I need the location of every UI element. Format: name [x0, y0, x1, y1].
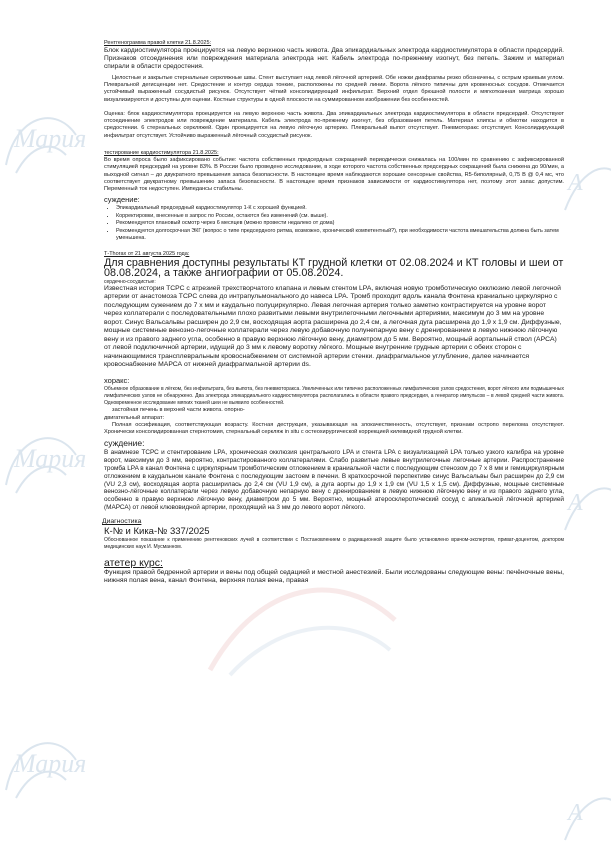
paragraph: Объемное образование в лёгком, без инфильтрата, без выпота, без пневмоторакса. Увеличенных или типично расположенных лимфатических узлов средостения, ворот лёгкого или подмышечных лимфатических узлов не обнаружено. Два электрода эпикардиального кардиостимулятора располагались в области правого предсердия, а генератор импульсов – в левой средней части живота. Одновременное исследование мягких тканей шеи не выявило особенностей. [104, 385, 564, 407]
list-item: • Корректировки, внесенные в запрос по России, остаются без изменений (см. выше). [116, 213, 564, 220]
section-header: Рентгенограмма правой клетки 21.8.2025: [104, 40, 212, 46]
svg-text:А: А [568, 490, 583, 516]
watermark-logo [0, 95, 86, 185]
section-label: суждение: [104, 195, 140, 205]
paragraph: Функция правой бедренной артерии и вены под общей седацией и местной анестезией. Были исследованы следующие вены: печёночные вены, нижняя полая вена, канал Фонтена, верхняя полая вена, правая [104, 568, 564, 585]
document-body [104, 40, 564, 586]
list-item: • Рекомендуется долгосрочная ЭКГ (вопрос о типе предсердного ритма, возможно, хронический компетентный?), при необходимости частота вмешательства должна быть затем уменьшена. [116, 228, 564, 243]
list-item: • Рекомендуется плановый осмотр через 6 месяцев (можно провести недалеко от дома) [116, 220, 564, 227]
paragraph: Во время опроса было зафиксировано событие: частота собственных предсердных сокращений периодически снижалась на 100/мин по сравнению с зафиксированной стимуляцией предсердий на уровне 83%. В России было проведено исследование, в ходе которого частота собственных предсердных сокращений была снижена до 90/мин, а выходной сигнал – до двукратного превышения запаса безопасности. В настоящее время наблюдаются хорошие сенсорные свойства, R5-биполярный, 0,75 В @ 0,4 мс, что соответствует двукратному превышению запаса безопасности. В настоящее время признаков зависимости от кардиостимулятора нет, поэтому этот запас допустим. Переменный ток недоступен. Импедансы стабильны. [104, 156, 564, 193]
watermark-logo [560, 460, 611, 540]
paragraph: Обоснованное показание к применению рентгеновских лучей в соответствии с Постановлением о радиационной защите было установлено врачом-экспертом, приват-доцентом, доктором медицинских наук И. Мусманном. [104, 536, 564, 550]
watermark-text: Мария [14, 749, 86, 778]
paragraph: застойная печень в верхней части живота. опорно- [112, 407, 245, 414]
subsection-label: двигательный аппарат: [104, 414, 165, 421]
case-number: К-№ и Кика-№ 337/2025 [104, 525, 210, 537]
watermark-logo [0, 720, 86, 810]
section-header: тестирование кардиостимулятора 21.8.2025: [104, 149, 219, 156]
subsection-label: сердечно-сосудистые: [104, 278, 156, 285]
list-item: • Эпикардиальный предсердный кардиостимулятор 1-К с хорошей функцией. [116, 205, 564, 212]
section-header: Диагностика [102, 517, 142, 525]
paragraph: Известная история ТСРС с атрезией трехстворчатого клапана и левым стентом LPA, включая новую тромботическую окклюзию левой легочной артерии от анастомоза ТСРС слева до интрапульмонального до навеса LPA. Тромб проходит вдоль канала Фонтена краниально циркулярно с последующим сужением до 7 х мм и каудально полуциркулярно. Левая легочная артерия только заметно контрастируется на уровне ворот через коллатерали с последовательными плохо развитыми левыми внутрилегочными легочными артериями, максимум до 3 мм на уровне ворот. Синус Вальсальвы расширен до 2,9 см, восходящая аорта расширена до 2,4 см, а легочная дуга расширена до 1,9 х 1,9 см. Диффузные, мощные системные венозно-легочные коллатерали через левую добавочную полунепарную вену с дренированием в левую нижнюю лёгочную вену и из правого заднего угла, особенно в правую верхнюю лёгочную вену, диаметром до 5 мм. Вероятно, мощный аортальный ствол (APCA) от левой подключичной артерии, идущий до 3 мм к левому воротку лёгкого. Мощные внутренние грудные артерии с обеих сторон с начинающимися трансплевральным кровоснабжением от системной артерии стенки. диафрагмальное углубление, далее начинается кровоснабжение МАРСА от нижней диафрагмальной артерии ds. [104, 284, 562, 369]
paragraph: Блок кардиостимулятора проецируется на левую верхнюю часть живота. Два эпикардиальных электрода кардиостимулятора в области предсердий. Признаков отсоединения или повреждения материала электрода нет. Кабель электрода по-прежнему изогнут, без петель. Зажим и материал спирали в области средостения. [104, 47, 564, 71]
section-label: атетер курс: [104, 556, 163, 569]
watermark-logo [560, 140, 611, 220]
paragraph: Целостные и закрытые стернальные серкляжные швы. Стент выступает над левой лёгочной артерией. Обе ножки диафрагмы резко обозначены, с острым краевым углом. Плевральной дегисценции нет. Средостение и контур сердца тонкие, расположены по средней линии. Ворота лёгкого типичны для кровеносных сосудов. Отмечается устойчивый выраженный сосудистый рисунок. Отсутствует чёткий консолидирующий инфильтрат. Верхний отдел брюшной полости и мягкотканная матрица хорошо визуализируются и доступны для оценки. Костные структуры в одной плоскости на суммированном изображении без особенностей. [104, 74, 564, 103]
watermark-text: Мария [14, 444, 86, 473]
section-label: суждение: [104, 438, 145, 449]
svg-text:А: А [568, 170, 583, 196]
section-header: Т-Thorax от 21 августа 2025 года: [104, 250, 190, 257]
watermark-logo [0, 415, 86, 505]
comparison-heading: Для сравнения доступны результаты КТ грудной клетки от 02.08.2024 и КТ головы и шеи от 08.08.2024, а также ангиографии от 05.08.2024. [104, 256, 564, 280]
watermark-text: Мария [14, 124, 86, 153]
watermark-logo [560, 770, 611, 850]
svg-text:А: А [568, 800, 583, 826]
paragraph: Оценка: блок кардиостимулятора проецируется на левую верхнюю часть живота. Два эпикардиальных электрода кардиостимулятора в области предсердий. Отсутствуют отсоединение электродов или повреждение материала. Кабель электрода по-прежнему изогнут, без образования петель. Материал клипсы и обмотки находится в средостении. 6 стернальных серкляжей. Один проецируется на левую лёгочную артерию. Плевральный выпот отсутствует. Пневмоторакс отсутствует. Консолидирующий инфильтрат отсутствует. Устойчиво выраженный лёгочный сосудистый рисунок. [104, 110, 564, 139]
paragraph: Полная оссификация, соответствующая возрасту. Костная деструкция, указывающая на злокачественность, отсутствует, признаки остропо перелома отсутствуют. Хронически консолидированная стернотомия, стернальный серкляж in situ с остеохирургической коррекцией килевидной грудной клетки. [104, 421, 564, 436]
section-label: хоракс: [104, 375, 130, 385]
paragraph: В анамнезе ТСРС и стентирование LPA, хроническая окклюзия центрального LPA и стента LPA с визуализацией LPA только узкого калибра на уровне ворот, максимум до 3 мм, вероятно, контрастированного коллатералями. Слабо развитые левые внутрилегочные легочные артерии. Распространение тромба LPA в канал Фонтена с циркулярным тромботическим отложением в краниальной части с последующим стенозом до 7 х 8 мм и гемициркулярным отложением в каудальном канале Фонтена с последующим застоем в печени. В краткосрочной перспективе синус Вальсальвы был расширен до 2,9 см (VU 2,3 см), восходящая аорта расширилась до 2,4 см (VU 1,9 см), а дуга аорты до 1,9 х 1,9 см (VU 1,5 х 1,5 см). Диффузные, мощные системные венозно-лёгочные коллатерали через левую добавочную непарную вену с дренированием в левую нижнюю лёгочную вену и из правого заднего угла, особенно в правую верхнюю лёгочную вену, диаметром до 5 мм. Вероятно, мощный атеросклеротический сосуд с апикальной лёгочной артерией (МАРСА) от левой клювовидной артерии, проходящий на 3 мм до левого ворот лёгкого. [104, 449, 564, 512]
bullet-list [104, 205, 564, 242]
